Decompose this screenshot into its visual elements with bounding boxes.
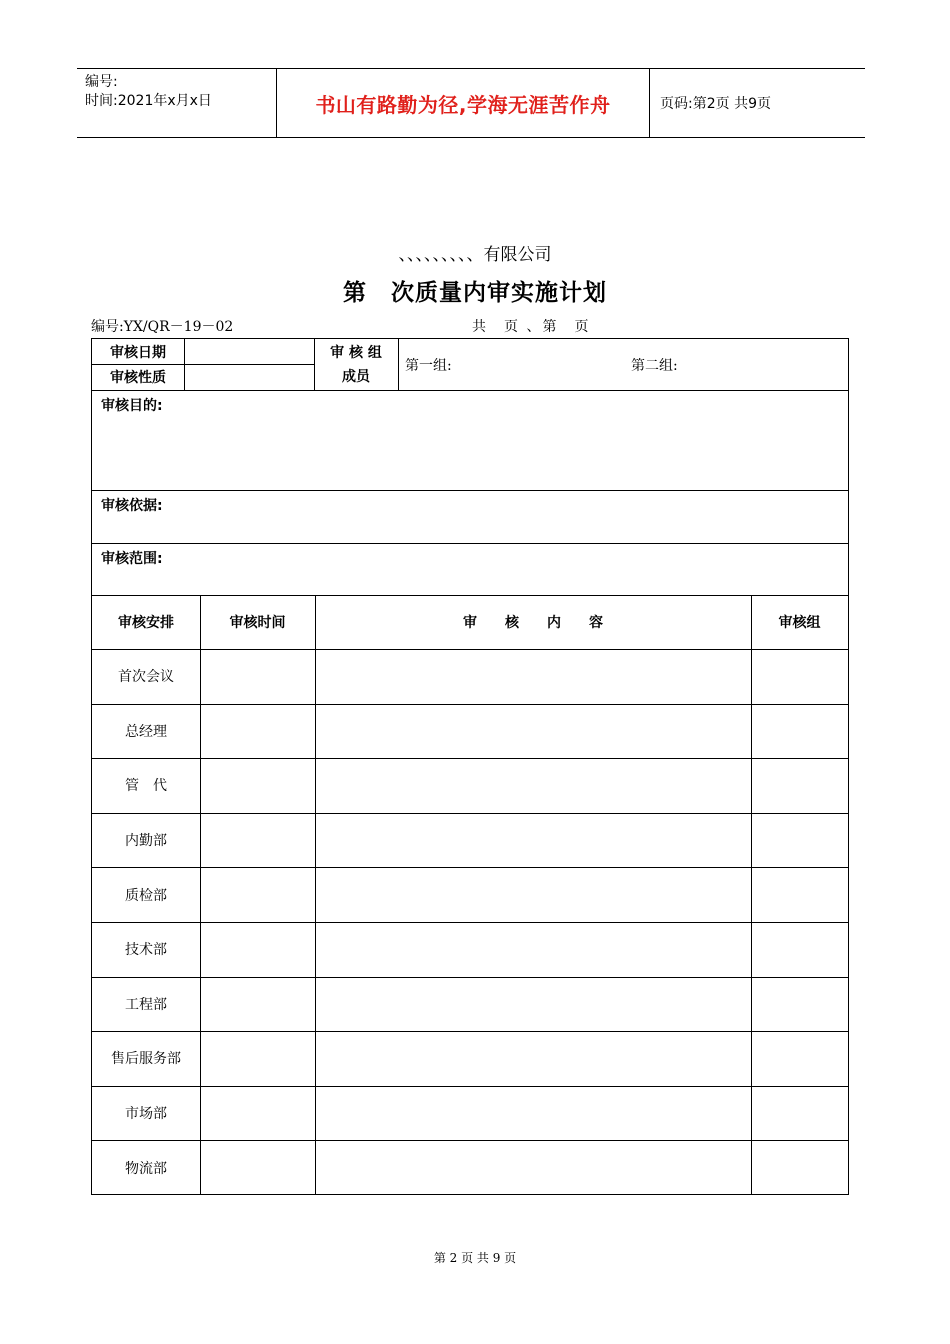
- column-header: 审核组: [778, 615, 821, 631]
- divider: [92, 490, 848, 491]
- table-cell[interactable]: [751, 649, 848, 704]
- table-row-label: 市场部: [125, 1106, 167, 1123]
- doc-number-label: 编号:: [85, 74, 118, 90]
- table-cell[interactable]: [315, 758, 751, 813]
- table-cell[interactable]: [751, 1086, 848, 1141]
- table-cell[interactable]: [751, 1140, 848, 1195]
- page-footer: 第 2 页 共 9 页: [433, 1251, 517, 1265]
- table-cell[interactable]: [751, 813, 848, 868]
- group2-label: 第二组:: [631, 357, 678, 374]
- page-header: [77, 68, 865, 138]
- divider: [398, 339, 399, 390]
- table-row-label: 技术部: [125, 942, 167, 959]
- table-cell[interactable]: [200, 922, 315, 977]
- table-cell[interactable]: [200, 758, 315, 813]
- group1-label: 第一组:: [405, 357, 452, 374]
- table-cell[interactable]: [200, 867, 315, 922]
- table-cell[interactable]: [315, 1086, 751, 1141]
- audit-date-label: 审核日期: [110, 344, 166, 361]
- audit-nature-label: 审核性质: [110, 370, 166, 386]
- header-page-label: 页码:第2页 共9页: [660, 96, 771, 112]
- table-cell[interactable]: [315, 649, 751, 704]
- basis-label: 审核依据:: [101, 498, 163, 514]
- audit-members-label-line1: 审 核 组: [330, 344, 382, 361]
- table-cell[interactable]: [751, 1031, 848, 1086]
- audit-nature-field[interactable]: [184, 364, 314, 390]
- table-cell[interactable]: [200, 1031, 315, 1086]
- column-header: 审核时间: [229, 615, 286, 631]
- table-cell[interactable]: [315, 867, 751, 922]
- time-label: 时间:2021年x月x日: [85, 93, 212, 109]
- audit-members-label-line2: 成员: [342, 368, 370, 385]
- company-name: 、、、、、、、、、有限公司: [398, 245, 552, 265]
- audit-plan-table: [91, 338, 849, 1195]
- table-cell[interactable]: [315, 977, 751, 1032]
- table-row-label: 物流部: [125, 1160, 167, 1177]
- table-row-label: 质检部: [125, 887, 167, 904]
- table-cell[interactable]: [200, 1086, 315, 1141]
- column-header: 审核安排: [118, 615, 174, 631]
- table-cell[interactable]: [315, 1031, 751, 1086]
- scope-label: 审核范围:: [101, 551, 163, 567]
- table-cell[interactable]: [315, 813, 751, 868]
- table-cell[interactable]: [751, 977, 848, 1032]
- table-cell[interactable]: [315, 1140, 751, 1195]
- table-cell[interactable]: [751, 867, 848, 922]
- table-cell[interactable]: [751, 758, 848, 813]
- purpose-label: 审核目的:: [101, 398, 163, 414]
- table-row-label: 售后服务部: [111, 1051, 181, 1068]
- audit-date-field[interactable]: [184, 339, 314, 364]
- table-cell[interactable]: [315, 922, 751, 977]
- divider: [92, 543, 848, 544]
- header-meta: [77, 69, 277, 137]
- table-cell[interactable]: [200, 1140, 315, 1195]
- document-page-info: 共 页 、第 页: [472, 319, 591, 335]
- table-row-label: 总经理: [125, 723, 167, 740]
- table-cell[interactable]: [315, 704, 751, 759]
- table-cell[interactable]: [200, 704, 315, 759]
- document-number: 编号:YX/QR－19－02: [91, 319, 234, 335]
- column-header: 审 核 内 容: [463, 615, 603, 631]
- table-row-label: 工程部: [125, 996, 167, 1013]
- table-cell[interactable]: [751, 704, 848, 759]
- header-motto: 书山有路勤为径,学海无涯苦作舟: [277, 69, 650, 137]
- table-row-label: 管 代: [125, 778, 167, 795]
- table-row-label: 首次会议: [118, 669, 174, 686]
- table-row-label: 内勤部: [125, 833, 167, 850]
- table-cell[interactable]: [751, 922, 848, 977]
- table-cell[interactable]: [200, 977, 315, 1032]
- audit-members-label: [314, 339, 398, 390]
- document-title: 第 次质量内审实施计划: [343, 280, 607, 306]
- table-cell[interactable]: [200, 649, 315, 704]
- divider: [92, 390, 848, 391]
- table-cell[interactable]: [200, 813, 315, 868]
